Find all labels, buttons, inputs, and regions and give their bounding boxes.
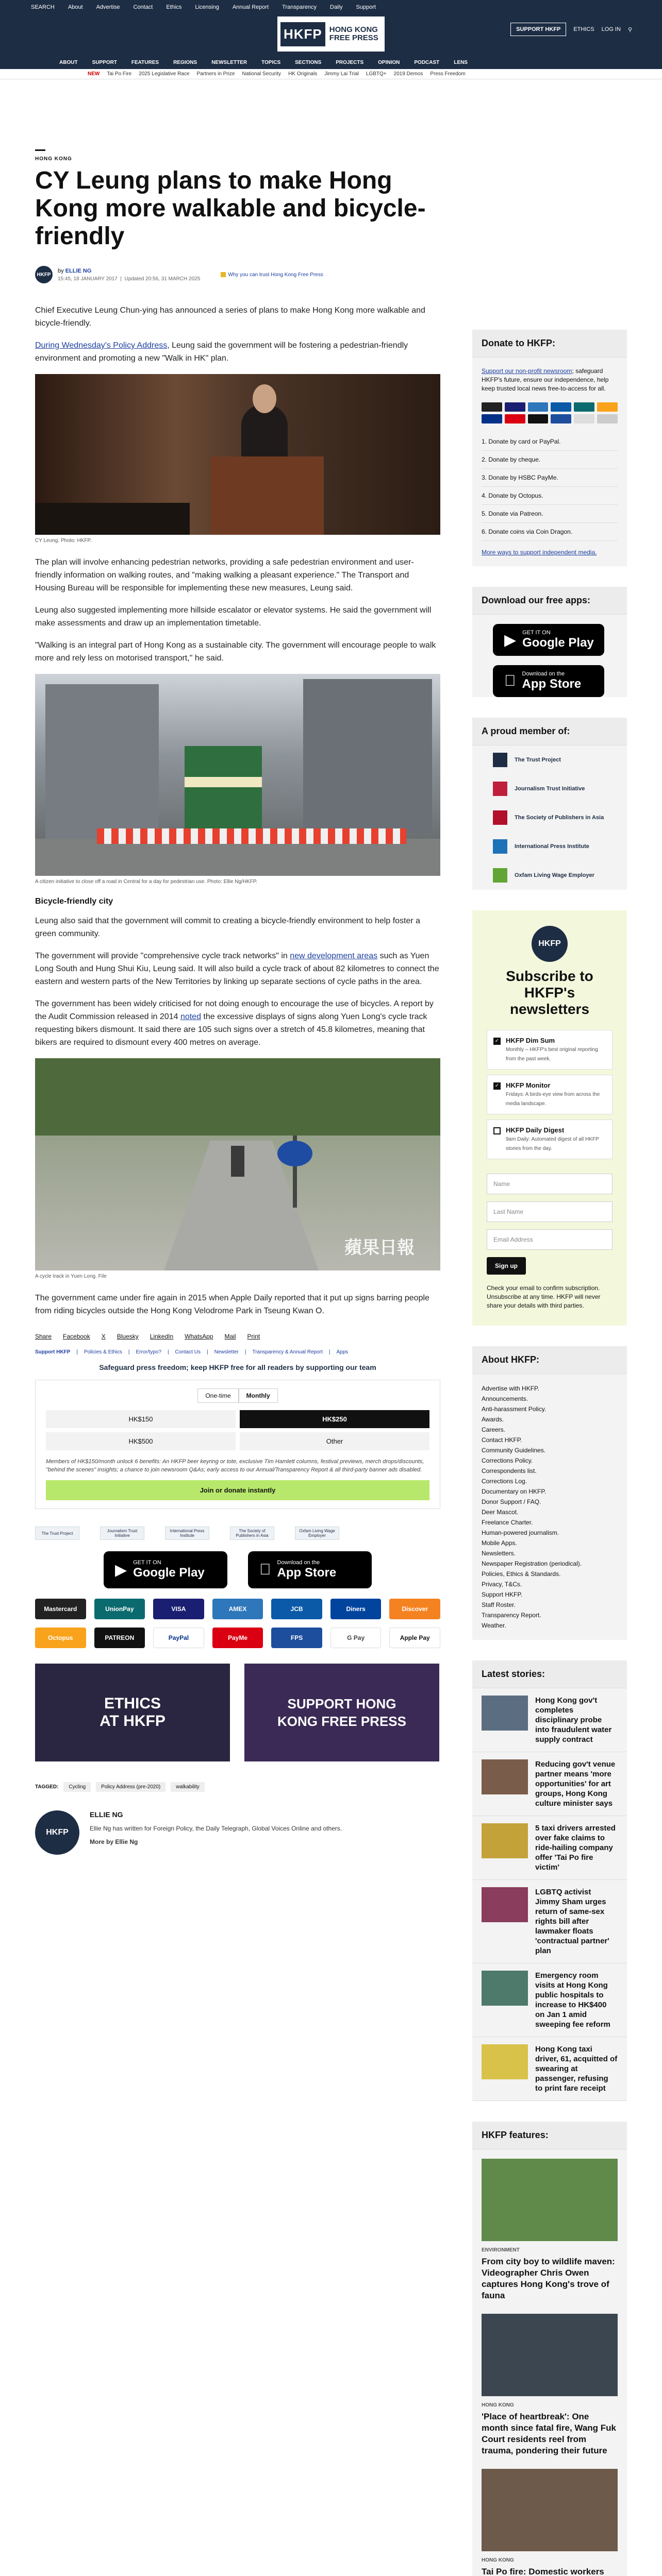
option-name: HKFP Monitor [506,1081,551,1089]
join-button[interactable]: Join or donate instantly [46,1480,429,1500]
paragraph-text: such as Yuen Long South and Hung Shui Kiu, Leung said. It will also build a cycle track of about 82 kilometres to connect the eastern and western parts of the New Territories by linking up separate sections of cycle paths in the area. [35,952,439,986]
site-logo[interactable] [277,16,385,52]
trust-project-logo[interactable]: The Trust Project [35,1527,79,1540]
footer-link[interactable]: Error/typo? [136,1349,161,1355]
subnav-item[interactable]: LGBTQ+ [366,71,387,77]
topbar-item[interactable]: Daily [330,4,343,10]
about-link[interactable]: Newsletters. [482,1550,516,1557]
updated-date: Updated 20:56, 31 MARCH 2025 [124,276,201,282]
sidebar [472,330,627,2576]
tag[interactable]: Cycling [63,1782,91,1792]
new-badge: NEW [88,71,100,77]
paragraph: Chief Executive Leung Chun-ying has announced a series of plans to make Hong Kong more walkable and bicycle-friendly. [35,306,425,328]
fps-icon [551,414,571,423]
about-link[interactable]: Documentary on HKFP. [482,1488,547,1495]
checkbox-icon[interactable] [493,1127,501,1134]
publish-date: 15:45, 18 JANUARY 2017 [58,276,118,282]
feature-image[interactable] [482,2159,618,2241]
paragraph: Leung also suggested implementing more hillside escalator or elevator systems. He said the government will make assessments and draw up an implementation timetable. [35,606,432,628]
feature-category[interactable]: ENVIRONMENT [482,2247,520,2253]
author-link[interactable]: ELLIE NG [65,267,92,274]
amount-option[interactable]: Other [240,1432,429,1450]
about-link[interactable]: Contact HKFP. [482,1436,522,1444]
member-entry[interactable] [472,832,627,861]
feature-title[interactable]: 'Place of heartbreak': One month since fatal fire, Wang Fuk Court residents reel from trauma, pondering their future [482,2412,617,2455]
about-link[interactable]: Community Guidelines. [482,1447,546,1454]
paragraph [35,997,440,1049]
topic-subnav [0,69,662,79]
payme-icon [505,414,525,423]
subnav-item[interactable]: National Security [242,71,282,77]
article-kicker[interactable]: HONG KONG [35,156,72,162]
paragraph-text: The government will provide "comprehensive cycle track networks" in [35,952,290,960]
article-footer-links: Support HKFP | Policies & Ethics | Error/typo? | Contact Us | Newsletter | Transparency & Annual Report | Apps [35,1349,349,1355]
topbar-item[interactable]: Ethics [166,4,182,10]
noted-link[interactable]: noted [180,1012,201,1021]
by-label: by [58,267,64,274]
option-desc: Fridays: A birds-eye view from across the media landscape. [506,1092,600,1107]
share-bluesky[interactable]: Bluesky [117,1333,139,1340]
footer-link[interactable]: Support HKFP [35,1349,71,1355]
checkbox-checked-icon[interactable]: ✓ [493,1082,501,1090]
topbar-item[interactable]: Transparency [282,4,317,10]
newsletter-title: Subscribe to HKFP's newsletters [506,968,593,1017]
apple-icon [259,1561,271,1579]
newsletter-widget [472,910,627,1326]
logo-mark: HKFP [280,22,325,46]
applepay-icon [597,414,618,423]
payment-logo: PayMe [212,1628,263,1648]
feature-image[interactable] [482,2469,618,2551]
story-thumbnail[interactable] [482,1823,528,1858]
feature-title[interactable]: From city boy to wildlife maven: Videographer Chris Owen captures Hong Kong's trove of fauna [482,2257,615,2300]
about-link[interactable]: Policies, Ethics & Standards. [482,1570,561,1578]
photo-caption: A cycle track in Yuen Long. File [35,1274,107,1279]
trust-icon [221,272,226,277]
nav-item[interactable]: FEATURES [131,59,159,65]
member-name: Oxfam Living Wage Employer [515,872,594,878]
nav-item[interactable]: SUPPORT [92,59,117,65]
feature-image[interactable] [482,2314,618,2396]
subnav-item[interactable]: Press Freedom [430,71,466,77]
author-name[interactable]: ELLIE NG [90,1810,123,1819]
payment-logo: G Pay [330,1628,382,1648]
site-header [0,14,662,69]
top-utility-bar [0,0,662,14]
member-entry[interactable] [472,803,627,832]
logo-text [329,26,378,42]
unionpay-icon [574,402,594,412]
about-link[interactable]: Newspaper Registration (periodical). [482,1560,582,1567]
about-link[interactable]: Advertise with HKFP. [482,1385,539,1392]
nav-item[interactable]: PODCAST [414,59,440,65]
member-logo-icon [493,868,507,883]
share-bar [35,1333,440,1340]
footer-link[interactable]: Transparency & Annual Report [252,1349,323,1355]
donation-widget [35,1380,440,1509]
sopa-logo[interactable]: The Society of Publishers in Asia [230,1527,274,1540]
sidebar-heading: HKFP features: [472,2122,627,2149]
payment-methods [35,1599,440,1648]
option-desc: Monthly – HKFP's best original reporting from the past week. [506,1047,598,1062]
share-mail[interactable]: Mail [224,1333,236,1340]
about-link[interactable]: Corrections Policy. [482,1457,533,1464]
tag[interactable]: walkability [171,1782,205,1792]
about-link[interactable]: Correspondents list. [482,1467,537,1475]
member-logo-icon [493,839,507,854]
story-thumbnail[interactable] [482,1971,528,2006]
story-title[interactable]: Reducing gov't venue partner means 'more opportunities' for art groups, Hong Kong culture minister says [535,1760,616,1808]
subnav-item[interactable]: HK Originals [288,71,318,77]
donate-intro [482,367,618,393]
badge-small: Download on the [266,1560,308,1566]
last-name-input[interactable]: Last Name [487,1201,613,1222]
newsletter-note: Check your email to confirm subscription. Unsubscribe at any time. HKFP will never share your details with third parties. [487,1284,601,1309]
nav-item[interactable]: TOPICS [261,59,281,65]
new-development-link[interactable]: new development areas [290,952,378,960]
oxfam-logo[interactable]: Oxfam Living Wage Employer [295,1527,339,1540]
payment-logo: PATREON [94,1628,145,1648]
support-button[interactable]: SUPPORT HKFP [510,23,566,36]
story-title[interactable]: Emergency room visits at Hong Kong public hospitals to increase to HK$400 on Jan 1 amid sweeping fee reform [535,1971,610,2029]
membership-note: Members of HK$150/month unlock 6 benefits: An HKFP beer keyring or tote, exclusive Tim Hamlett columns, festival previews, merch drops/discounts, "behind the scenes" insights; a chance to join newsroom Q&As; early access to our Annual/Transparency Report & all third-party banner ads disabled. [46,1459,424,1473]
badge-name: App Store [510,677,570,691]
amount-option-selected[interactable]: HK$250 [240,1410,429,1428]
sidebar-heading: A proud member of: [472,718,627,745]
latest-list [472,1688,627,2101]
sidebar-heading: Donate to HKFP: [472,330,627,358]
octopus-icon [597,402,618,412]
member-name: The Trust Project [515,757,561,763]
badge-small: GET IT ON [522,630,551,636]
amount-options [46,1410,429,1450]
story-title[interactable]: 5 taxi drivers arrested over fake claims to ride-hailing company offer 'Tai Po fire victim' [535,1824,616,1872]
frequency-toggle [46,1388,429,1403]
amount-option[interactable]: HK$500 [46,1432,236,1450]
features-widget [472,2122,627,2576]
payment-logo: JCB [271,1599,322,1619]
payment-logo: Mastercard [35,1599,86,1619]
member-logo-icon [493,810,507,825]
share-print[interactable]: Print [247,1333,260,1340]
topbar-item[interactable]: About [68,4,83,10]
payment-logo: Diners [330,1599,382,1619]
badge-name: Google Play [522,636,594,650]
member-logo-icon [493,782,507,796]
about-link[interactable]: Privacy, T&Cs. [482,1581,522,1588]
byline-text: by ELLIE NG 15:45, 18 JANUARY 2017 | Updated 20:56, 31 MARCH 2025 [58,267,201,282]
latest-stories-widget [472,1660,627,2101]
member-name: The Society of Publishers in Asia [515,815,604,821]
badge-small: Download on the [510,671,553,677]
paragraph-text: the excessive displays of signs along Yuen Long's cycle track requesting bikers dismount. It said there are 105 such signs over a stretch of 45.8 kilometres, meaning that bikers are required to dismount every 400 metres on average. [35,1012,427,1047]
pedestrian-road-photo [35,674,440,876]
badge-name: Google Play [133,1566,205,1580]
donate-text: ; safeguard HKFP's future, ensure our independence, help keep trusted local news free-to-access for all. [482,367,609,392]
share-x[interactable]: X [101,1333,106,1340]
about-link[interactable]: Deer Mascot. [482,1509,519,1516]
app-store-badge[interactable] [248,1551,372,1588]
header-actions [510,23,632,36]
tag-list [35,1782,440,1792]
subnav-item[interactable]: 2025 Legislative Race [139,71,190,77]
play-icon: ▶ [504,631,517,649]
latest-story[interactable] [472,2037,627,2101]
gpay-icon [574,414,594,423]
subnav-item[interactable]: 2019 Demos [393,71,423,77]
donate-option[interactable]: 5. Donate via Patreon. [482,505,618,523]
about-link[interactable]: Corrections Log. [482,1478,527,1485]
paragraph: The plan will involve enhancing pedestrian networks, providing a safe pedestrian environment and user-friendly information on walking routes, and "making walking a pleasant experience." The Transport and Housing Bureau will be responsible for implementing these new measures, Leung said. [35,558,414,592]
badge-small: GET IT ON [133,1560,161,1566]
ethics-video-promo[interactable]: ETHICS AT HKFP [35,1664,230,1761]
about-widget [472,1346,627,1640]
login-link[interactable]: LOG IN [601,26,621,32]
cy-leung-photo [35,374,440,535]
newsletter-option[interactable] [487,1120,613,1159]
latest-story[interactable] [472,1963,627,2037]
story-thumbnail[interactable] [482,1696,528,1731]
amount-option[interactable]: HK$150 [46,1410,236,1428]
about-link[interactable]: Careers. [482,1426,506,1433]
story-title[interactable]: Hong Kong gov't completes disciplinary probe into fraudulent water supply contract [535,1696,612,1744]
press-freedom-banner[interactable]: Safeguard press freedom; keep HKFP free for all readers by supporting our team [99,1363,376,1371]
visa-icon [505,402,525,412]
name-input[interactable]: Name [487,1174,613,1194]
option-name: HKFP Daily Digest [506,1126,565,1134]
badge-name: App Store [266,1566,325,1580]
nav-item[interactable]: ABOUT [59,59,78,65]
tag[interactable]: Policy Address (pre-2020) [96,1782,166,1792]
newsletter-option[interactable] [487,1030,613,1070]
cycle-track-photo [35,1058,440,1270]
share-label: Share [35,1333,52,1340]
payment-logo: UnionPay [94,1599,145,1619]
sidebar-heading: Download our free apps: [472,587,627,615]
about-link[interactable]: Transparency Report. [482,1612,541,1619]
author-avatar[interactable]: HKFP [35,266,53,283]
topbar-item[interactable]: Annual Report [232,4,269,10]
paragraph [35,950,440,988]
footer-link[interactable]: Newsletter [214,1349,239,1355]
nav-item[interactable]: LENS [454,59,468,65]
payment-logo: VISA [153,1599,204,1619]
about-link[interactable]: Staff Roster. [482,1601,516,1608]
monthly-tab[interactable]: Monthly [239,1388,278,1403]
donate-option[interactable]: 2. Donate by cheque. [482,451,618,469]
policy-address-link[interactable]: During Wednesday's Policy Address [35,341,168,350]
more-by-author-link[interactable]: More by Ellie Ng [90,1838,138,1845]
member-name: International Press Institute [515,843,589,850]
story-title[interactable]: LGBTQ activist Jimmy Sham urges return of same-sex rights bill after lawmaker floats 'contractual partner' plan [535,1888,609,1955]
app-badges [35,1551,440,1588]
byline [35,266,440,283]
kicker-rule [35,149,45,151]
paragraph-text: The government has been widely criticised for not doing enough to encourage the use of bicycles. A report by the Audit Commission released in 2014 [35,999,434,1021]
feature-title[interactable]: Tai Po fire: Domestic workers [482,2567,604,2576]
app-store-badge[interactable] [493,665,604,697]
promo-videos [35,1664,440,1761]
member-name: Journalism Trust Initiative [515,786,585,792]
nav-item[interactable]: REGIONS [173,59,197,65]
donate-options [482,433,618,541]
trust-link[interactable] [221,272,323,278]
author-box [35,1810,440,1855]
nav-item[interactable]: OPINION [378,59,400,65]
payment-logo: PayPal [153,1628,204,1648]
latest-story[interactable] [472,1880,627,1963]
member-entry[interactable] [472,745,627,774]
topbar-item[interactable]: SEARCH [31,4,55,10]
subnav-item[interactable]: Partners in Prize [196,71,235,77]
about-link[interactable]: Awards. [482,1416,504,1423]
article [35,149,440,1855]
option-desc: 9am Daily: Automated digest of all HKFP stories from the day. [506,1137,599,1151]
more-ways-link[interactable]: More ways to support independent media. [482,549,597,556]
story-title[interactable]: Hong Kong taxi driver, 61, acquitted of swearing at passenger, refusing to print fare receipt [535,2045,618,2093]
signup-button[interactable]: Sign up [487,1257,526,1275]
story-thumbnail[interactable] [482,2044,528,2079]
photo-watermark: 蘋果日報 [344,1238,415,1258]
latest-story[interactable] [472,1688,627,1752]
patreon-icon [528,414,549,423]
member-logos [35,1527,440,1540]
share-linkedin[interactable]: LinkedIn [150,1333,174,1340]
paragraph: "Walking is an integral part of Hong Kong as a sustainable city. The government will encourage people to walk more and rely less on motorised transport," he said. [35,641,436,663]
payment-logo: FPS [271,1628,322,1648]
support-video-promo[interactable]: SUPPORT HONG KONG FREE PRESS [244,1664,439,1761]
ipi-logo[interactable]: International Press Institute [165,1527,209,1540]
one-time-tab[interactable]: One-time [197,1388,238,1403]
share-whatsapp[interactable]: WhatsApp [185,1333,213,1340]
ethics-link[interactable]: ETHICS [573,26,594,32]
story-thumbnail[interactable] [482,1759,528,1794]
paragraph: Leung also said that the government will commit to creating a bicycle-friendly environment to help foster a green community. [35,917,421,938]
nav-item[interactable]: PROJECTS [336,59,364,65]
author-avatar[interactable]: HKFP [35,1810,79,1855]
newsletter-option[interactable] [487,1075,613,1114]
about-list [472,1374,627,1640]
about-link[interactable]: Announcements. [482,1395,528,1402]
sidebar-heading: About HKFP: [472,1346,627,1374]
feature-category[interactable]: HONG KONG [482,2557,514,2563]
google-play-badge[interactable] [104,1551,227,1588]
option-name: HKFP Dim Sum [506,1037,555,1044]
main-nav [0,57,662,68]
logo-line: FREE PRESS [329,33,378,42]
paypal-icon [482,414,502,423]
proud-member-widget [472,718,627,890]
google-play-badge[interactable] [493,624,604,656]
member-entry[interactable] [472,861,627,890]
payment-logo: Apple Pay [389,1628,440,1648]
donate-widget [472,330,627,566]
checkbox-checked-icon[interactable]: ✓ [493,1038,501,1045]
payment-logo: Octopus [35,1628,86,1648]
member-logo-icon [493,753,507,767]
latest-story[interactable] [472,1752,627,1816]
apps-widget [472,587,627,697]
photo-caption: A citizen initiative to close off a road in Central for a day for pedestrian use. Photo: Ellie Ng/HKFP. [35,879,257,885]
photo-caption: CY Leung. Photo: HKFP. [35,538,92,544]
donate-option[interactable]: 1. Donate by card or PayPal. [482,433,618,451]
author-bio: Ellie Ng has written for Foreign Policy, the Daily Telegraph, Global Voices Online and others. [90,1825,342,1832]
jti-logo[interactable]: Journalism Trust Initiative [100,1527,144,1540]
about-link[interactable]: Donor Support / FAQ. [482,1498,541,1505]
play-icon: ▶ [115,1561,127,1579]
about-link[interactable]: Freelance Charter. [482,1519,533,1526]
about-link[interactable]: Support HKFP. [482,1591,523,1598]
card-logos [482,402,618,423]
latest-story[interactable] [472,1816,627,1880]
payment-logo: Discover [389,1599,440,1619]
share-facebook[interactable]: Facebook [63,1333,90,1340]
trust-text: Why you can trust Hong Kong Free Press [228,272,323,278]
topbar-item[interactable]: Advertise [96,4,120,10]
topbar-item[interactable]: Contact [133,4,153,10]
donate-option[interactable]: 4. Donate by Octopus. [482,487,618,505]
topbar-item[interactable]: Support [356,4,376,10]
apple-icon [504,672,516,690]
logo-line: HONG KONG [329,25,378,34]
search-icon[interactable]: ⚲ [627,26,632,33]
tags-label: TAGGED: [35,1784,59,1790]
about-link[interactable]: Anti-harassment Policy. [482,1405,547,1413]
footer-link[interactable]: Policies & Ethics [84,1349,122,1355]
paragraph-text: , Leung said the government will be fostering a pedestrian-friendly environment and promoting a new "Walk in HK" plan. [35,341,408,363]
topbar-item[interactable]: Licensing [195,4,219,10]
mastercard-icon [482,402,502,412]
footer-link[interactable]: Contact Us [175,1349,201,1355]
amex-icon [528,402,549,412]
paragraph: The government came under fire again in 2015 when Apple Daily reported that it put up signs barring people from riding bicycles outside the Hong Kong Velodrome Park in Tseung Kwan O. [35,1294,429,1315]
nav-item[interactable]: NEWSLETTER [211,59,247,65]
section-heading: Bicycle-friendly city [35,897,113,906]
member-entry[interactable] [472,774,627,803]
newsletter-logo: HKFP [532,926,568,962]
nav-item[interactable]: SECTIONS [295,59,322,65]
subnav-item[interactable]: Jimmy Lai Trial [324,71,359,77]
email-input[interactable]: Email Address [487,1229,613,1250]
about-link[interactable]: Mobile Apps. [482,1539,517,1547]
story-thumbnail[interactable] [482,1887,528,1922]
paragraph [35,339,440,365]
footer-link[interactable]: Apps [336,1349,349,1355]
about-link[interactable]: Weather. [482,1622,506,1629]
support-link[interactable]: Support our non-profit newsroom [482,367,572,375]
about-link[interactable]: Human-powered journalism. [482,1529,559,1536]
article-title: CY Leung plans to make Hong Kong more walkable and bicycle-friendly [35,167,426,250]
subnav-item[interactable]: Tai Po Fire [107,71,132,77]
donate-option[interactable]: 6. Donate coins via Coin Dragon. [482,523,618,541]
jcb-icon [551,402,571,412]
donate-option[interactable]: 3. Donate by HSBC PayMe. [482,469,618,487]
sidebar-heading: Latest stories: [472,1660,627,1688]
features-list [472,2149,627,2576]
payment-logo: AMEX [212,1599,263,1619]
feature-category[interactable]: HONG KONG [482,2402,514,2408]
